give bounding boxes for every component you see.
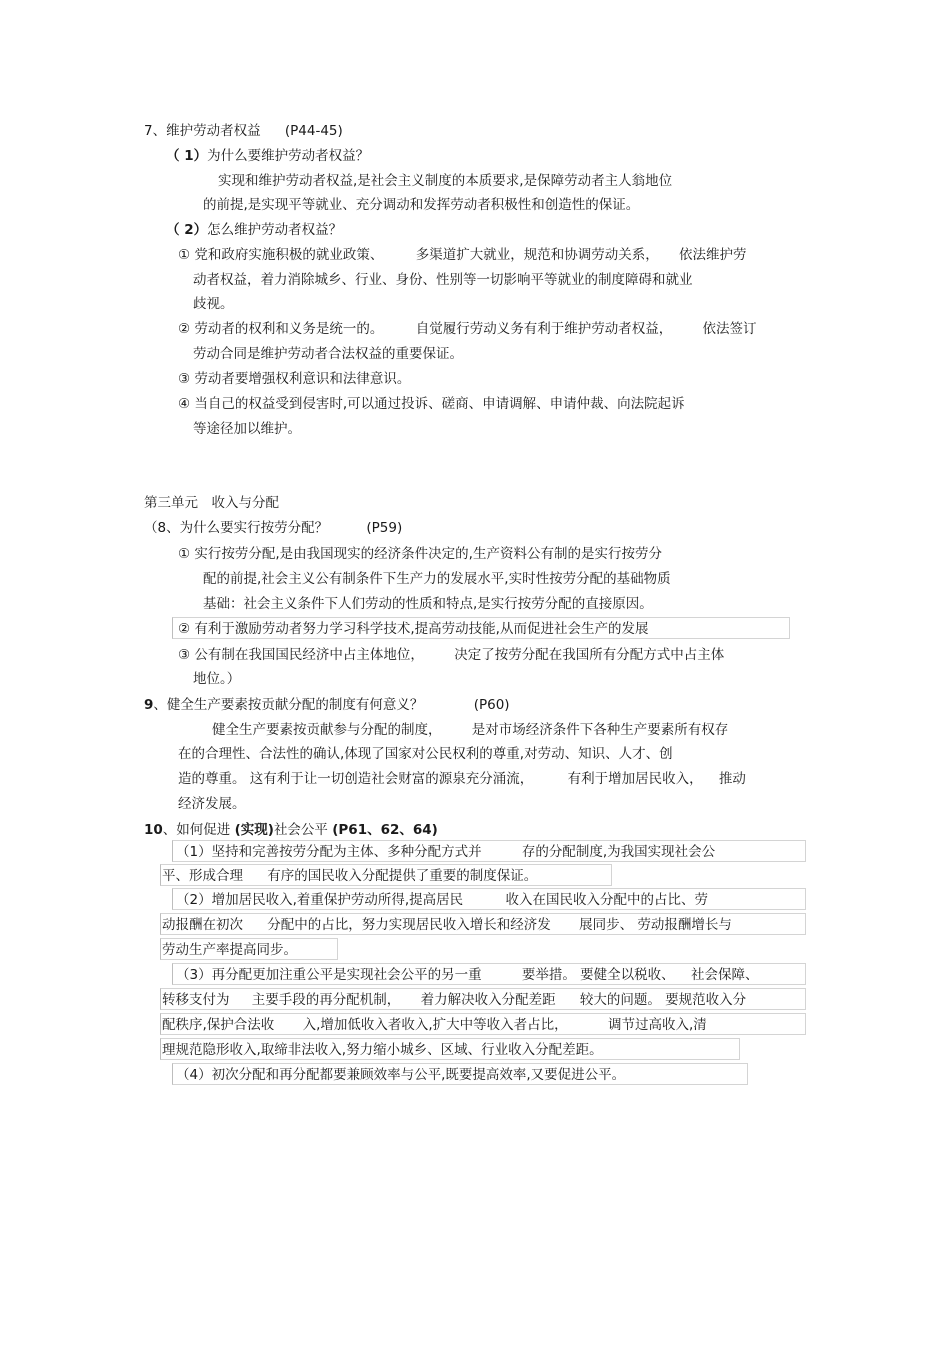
q9-page-ref: (P60) (473, 697, 510, 713)
q8-point3-line: 地位。） (193, 671, 241, 687)
q7-sub1-line: 实现和维护劳动者权益,是社会主义制度的本质要求,是保障劳动者主人翁地位 (218, 173, 673, 189)
q7-title: 7、维护劳动者权益 (P44-45) (144, 123, 343, 139)
q8-page-ref: (P59) (366, 520, 403, 536)
q7-point1-line: ① 党和政府实施积极的就业政策、 多渠道扩大就业，规范和协调劳动关系， 依法维护劳 (178, 247, 747, 263)
q9-line: 造的尊重。 这有利于让一切创造社会财富的源泉充分涌流， 有利于增加居民收入， 推动 (178, 771, 746, 787)
q10-sub2-line: 动报酬在初次 分配中的占比，努力实现居民收入增长和经济发 展同步、 劳动报酬增长与 (162, 917, 732, 933)
q10-sub2-line: （2）增加居民收入,着重保护劳动所得,提高居民 收入在国民收入分配中的占比、劳 (176, 892, 708, 908)
q7-point3-line: ③ 劳动者要增强权利意识和法律意识。 (178, 371, 411, 387)
q9-line: 在的合理性、合法性的确认,体现了国家对公民权利的尊重,对劳动、知识、人才、创 (178, 746, 673, 762)
q10-sub2-line: 劳动生产率提高同步。 (162, 942, 297, 958)
q10-sub3-line: 理规范隐形收入,取缔非法收入,努力缩小城乡、区域、行业收入分配差距。 (162, 1042, 603, 1058)
q8-point3-line: ③ 公有制在我国国民经济中占主体地位， 决定了按劳分配在我国所有分配方式中占主体 (178, 647, 725, 663)
q7-sub1-line: 的前提,是实现平等就业、充分调动和发挥劳动者积极性和创造性的保证。 (203, 197, 640, 213)
q7-sub2-title: （ 2）怎么维护劳动者权益？ (166, 222, 343, 238)
q7-sub1-title: （ 1）为什么要维护劳动者权益？ (166, 148, 370, 164)
q10-sub4-line: （4）初次分配和再分配都要兼顾效率与公平,既要提高效率,又要促进公平。 (176, 1067, 626, 1083)
q8-point2-line: ② 有利于激励劳动者努力学习科学技术,提高劳动技能,从而促进社会生产的发展 (178, 621, 649, 637)
q8-point1-line: 配的前提,社会主义公有制条件下生产力的发展水平,实时性按劳分配的基础物质 (203, 571, 671, 587)
q7-point4-line: ④ 当自己的权益受到侵害时,可以通过投诉、磋商、申请调解、申请仲裁、向法院起诉 (178, 396, 685, 412)
q7-point4-line: 等途径加以维护。 (193, 421, 301, 437)
q7-point1-line: 歧视。 (193, 296, 234, 312)
q7-point2-line: ② 劳动者的权利和义务是统一的。 自觉履行劳动义务有利于维护劳动者权益， 依法签订 (178, 321, 757, 337)
q7-page-ref: (P44-45) (284, 123, 343, 139)
q8-point1-line: ① 实行按劳分配,是由我国现实的经济条件决定的,生产资料公有制的是实行按劳分 (178, 546, 662, 562)
q10-sub1-line: （1）坚持和完善按劳分配为主体、多种分配方式并 存的分配制度,为我国实现社会公 (176, 844, 716, 860)
q7-point2-line: 劳动合同是维护劳动者合法权益的重要保证。 (193, 346, 463, 362)
q10-page-ref: (P61、62、64) (332, 822, 438, 838)
q7-point1-line: 动者权益，着力消除城乡、行业、身份、性别等一切影响平等就业的制度障碍和就业 (193, 272, 693, 288)
q9-title: 9、健全生产要素按贡献分配的制度有何意义？ (P60) (144, 697, 510, 713)
q10-sub3-line: 转移支付为 主要手段的再分配机制， 着力解决收入分配差距 较大的问题。 要规范收入分 (162, 992, 747, 1008)
unit-heading: 第三单元 收入与分配 (144, 495, 279, 511)
q10-sub3-line: 配秩序,保护合法收 入,增加低收入者收入,扩大中等收入者占比， 调节过高收入,清 (162, 1017, 707, 1033)
q8-point1-line: 基础：社会主义条件下人们劳动的性质和特点,是实行按劳分配的直接原因。 (203, 596, 653, 612)
q8-title: （8、为什么要实行按劳分配？ (P59) (144, 520, 403, 536)
q9-line: 经济发展。 (178, 796, 246, 812)
q10-sub1-line: 平、形成合理 有序的国民收入分配提供了重要的制度保证。 (162, 868, 538, 884)
q10-title: 10、如何促进 (实现)社会公平 (P61、62、64) (144, 822, 438, 838)
q9-line: 健全生产要素按贡献参与分配的制度， 是对市场经济条件下各种生产要素所有权存 (212, 722, 729, 738)
q10-sub3-line: （3）再分配更加注重公平是实现社会公平的另一重 要举措。 要健全以税收、 社会保障、 (176, 967, 759, 983)
